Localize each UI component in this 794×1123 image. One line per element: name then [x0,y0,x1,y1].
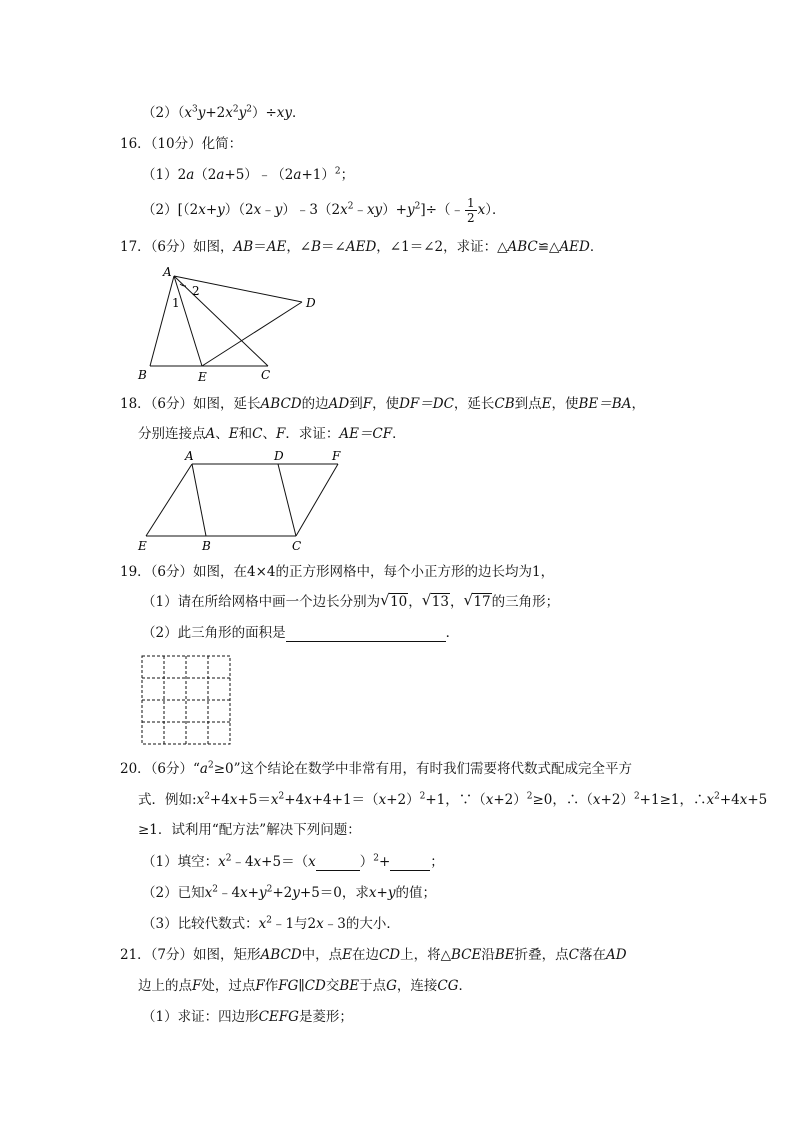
segment-FC [296,464,338,536]
label-A: A [163,265,172,279]
q20-line3: ≥1．试利用“配方法”解决下列问题： [138,822,361,838]
q20-part2: （2）已知$x^2﹣4x+y^2+2y+5=0$，求x+y的值； [142,884,436,901]
segment-AB [150,276,174,366]
q20-line1: 20．（6分）“$a^2\ge 0$”这个结论在数学中非常有用，有时我们需要将代数式配成完全平方 [120,760,633,777]
q17-triangle-figure [130,262,330,387]
q18-line2: 分别连接点A、E和C、F．求证：AE＝CF． [138,426,406,442]
segment-DC [278,464,296,536]
sqrt-13: √ 13 [422,593,450,611]
q19-part2: （2）此三角形的面积是 ． [142,625,460,641]
label-E: E [198,370,207,384]
sqrt-17: √ 17 [463,593,491,611]
label-angle-2: 2 [192,284,200,298]
label-C: C [261,368,271,382]
label-D: D [274,449,284,463]
label-C: C [292,539,302,553]
label-angle-1: 1 [172,296,180,310]
fill-blank-1[interactable] [316,870,360,871]
q16-part2: $(2)[(2x+y)(2x﹣y)﹣3(2x^2﹣xy)+y^2]\div(﹣$ $\frac{1}{2}$ x）． [142,196,506,225]
segment-AE [146,464,192,536]
label-D: D [306,296,316,310]
q20-part1: （1）填空：$x^2﹣4x+5=(x$ ）$^2$+ ； [142,853,444,870]
label-F: F [332,449,341,463]
q16-heading: 16．（10分）化简： [120,136,243,152]
q19-heading: 19．（6分）如图，在4×4的正方形网格中，每个小正方形的边长均为1， [120,564,555,580]
segment-ED [202,302,302,366]
label-A: A [185,449,194,463]
q17-text: 17．（6分）如图，AB＝AE，∠B＝∠AED，∠1＝∠2，求证：△ABC≌△AED． [120,239,604,255]
q20-part3: （3）比较代数式：$x^2﹣1$与2x﹣3的大小． [142,915,400,932]
q20-line2: 式．例如$:x^2+4x+5=x^2+4x+4+1=(x+2)^2+1$，$\because(x+2)^2\ge 0$，$\therefore(x+2)^2+1\ge 1$，$\therefore x^2+4x+5$ [138,791,768,808]
q19-grid-4x4[interactable] [140,654,236,746]
q21-line2: 边上的点F处，过点F作FG∥CD交BE于点G，连接CG． [138,978,473,994]
label-E: E [138,539,147,553]
q21-part1: （1）求证：四边形CEFG是菱形； [142,1009,353,1025]
q18-line1: 18．（6分）如图，延长ABCD的边AD到F，使DF＝DC，延长CB到点E，使BE＝BA， [120,396,645,412]
fill-blank-2[interactable] [390,870,430,871]
answer-blank-area[interactable] [286,641,446,642]
q15-part2: $(2)(x^3y+2x^2y^2)\div xy$． [142,104,306,121]
label-B: B [202,539,211,553]
q19-part1: （1）请在所给网格中画一个边长分别为√ 10，√ 13，√ 17的三角形； [142,593,559,611]
q16-part1: $(1)2a(2a+5)﹣(2a+1)^2$； [142,166,355,183]
q18-parallelogram-figure [130,448,360,556]
q21-line1: 21．（7分）如图，矩形ABCD中，点E在边CD上，将△BCE沿BE折叠，点C落在AD [120,947,627,963]
segment-AB [192,464,206,536]
label-B: B [138,368,147,382]
sqrt-10: √ 10 [380,593,408,611]
fraction-one-half: $\frac{1}{2}$ [466,196,475,225]
